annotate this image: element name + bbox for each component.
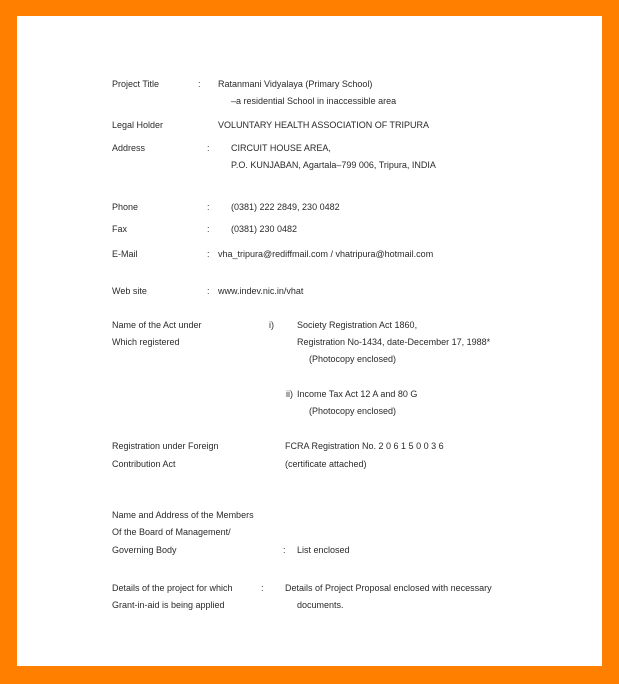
address-line1: CIRCUIT HOUSE AREA,: [231, 143, 331, 153]
website-value: www.indev.nic.in/vhat: [218, 286, 304, 296]
website-label: Web site: [112, 286, 147, 296]
project-title-colon: :: [198, 79, 201, 89]
project-title-value-line1: Ratanmani Vidyalaya (Primary School): [218, 79, 373, 89]
act-item2-line2: (Photocopy enclosed): [309, 406, 397, 416]
members-label-line3: Governing Body: [112, 545, 177, 555]
act-item2-marker: ii): [286, 389, 293, 399]
phone-colon: :: [207, 202, 210, 212]
email-label: E-Mail: [112, 249, 138, 259]
fcra-label-line1: Registration under Foreign: [112, 441, 219, 451]
details-label-line1: Details of the project for which: [112, 583, 233, 593]
members-value: List enclosed: [297, 545, 350, 555]
legal-holder-value: VOLUNTARY HEALTH ASSOCIATION OF TRIPURA: [218, 120, 430, 130]
act-item2-line1: Income Tax Act 12 A and 80 G: [297, 389, 418, 399]
act-label-line1: Name of the Act under: [112, 320, 202, 330]
details-label-line2: Grant-in-aid is being applied: [112, 600, 225, 610]
email-value: vha_tripura@rediffmail.com / vhatripura@hotmail.com: [218, 249, 434, 259]
act-label-line2: Which registered: [112, 337, 180, 347]
address-label: Address: [112, 143, 146, 153]
details-value-line2: documents.: [297, 600, 344, 610]
website-colon: :: [207, 286, 210, 296]
fcra-value-line2: (certificate attached): [285, 459, 367, 469]
details-colon: :: [261, 583, 264, 593]
fax-colon: :: [207, 224, 210, 234]
email-colon: :: [207, 249, 210, 259]
act-item1-marker: i): [269, 320, 274, 330]
address-colon: :: [207, 143, 210, 153]
address-line2: P.O. KUNJABAN, Agartala–799 006, Tripura, INDIA: [231, 160, 436, 170]
project-title-value-line2: –a residential School in inaccessible area: [231, 96, 397, 106]
project-title-label: Project Title: [112, 79, 160, 89]
fcra-value-line1: FCRA Registration No. 2 0 6 1 5 0 0 3 6: [285, 441, 444, 451]
members-colon: :: [283, 545, 286, 555]
phone-value: (0381) 222 2849, 230 0482: [231, 202, 340, 212]
details-value-line1: Details of Project Proposal enclosed with necessary: [285, 583, 492, 593]
members-label-line1: Name and Address of the Members: [112, 510, 254, 520]
document-page: [17, 16, 602, 666]
act-item1-line2: Registration No-1434, date-December 17, 1988*: [297, 337, 491, 347]
act-item1-line3: (Photocopy enclosed): [309, 354, 397, 364]
fax-value: (0381) 230 0482: [231, 224, 298, 234]
fax-label: Fax: [112, 224, 128, 234]
phone-label: Phone: [112, 202, 139, 212]
act-item1-line1: Society Registration Act 1860,: [297, 320, 418, 330]
legal-holder-label: Legal Holder: [112, 120, 164, 130]
members-label-line2: Of the Board of Management/: [112, 527, 231, 537]
fcra-label-line2: Contribution Act: [112, 459, 176, 469]
